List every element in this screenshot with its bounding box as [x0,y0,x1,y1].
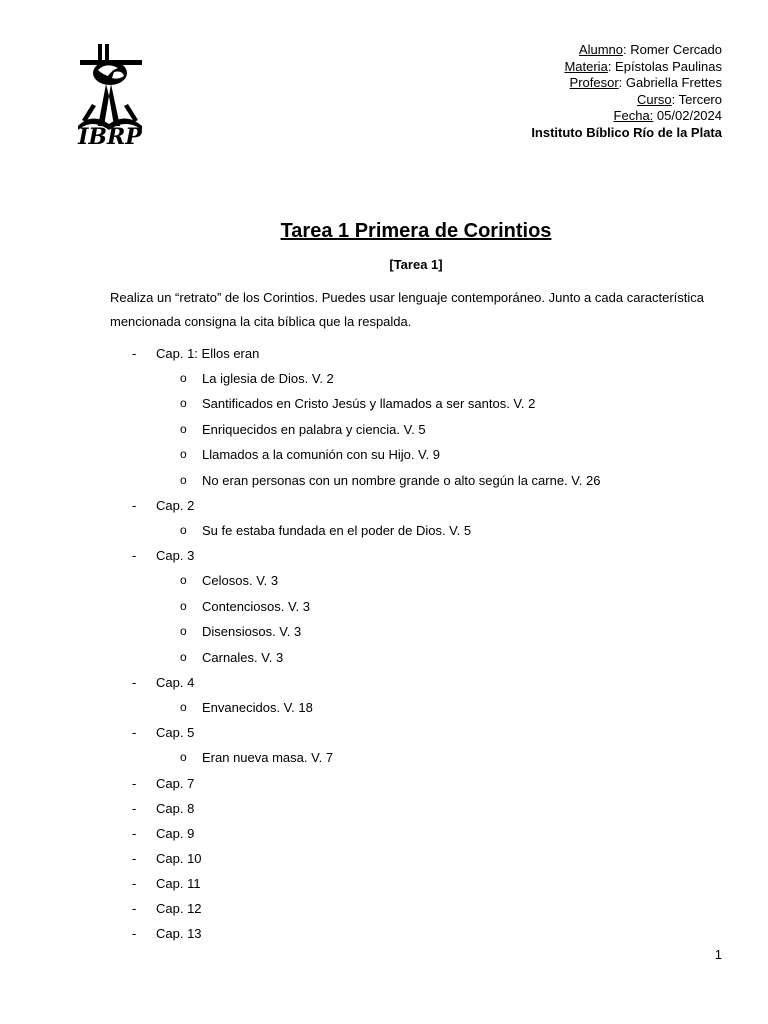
chapter-sub-item [0,468,768,493]
institute-name: Instituto Bíblico Río de la Plata [531,124,722,140]
profesor-label: Profesor [569,75,619,91]
chapter-item [0,796,768,821]
circle-bullet: o [180,699,187,714]
list-item-text: Enriquecidos en palabra y ciencia. V. 5 [202,421,426,437]
dash-bullet: - [132,548,137,564]
dash-bullet: - [132,800,137,816]
list-item-text: Cap. 2 [156,497,195,513]
chapter-item [0,771,768,796]
fecha-label: Fecha: [613,108,654,124]
curso-line: Curso: Tercero [636,91,722,107]
list-item-text: Cap. 9 [156,825,195,841]
fecha-line [531,108,722,125]
chapter-sub-item [0,366,768,391]
list-item-text: Cap. 10 [156,850,202,866]
circle-bullet: o [180,598,187,613]
list-item-text: No eran personas con un nombre grande o alto según la carne. V. 26 [202,472,601,488]
chapter-sub-item [0,695,768,720]
materia-value: Epístolas Paulinas [615,58,722,74]
list-item-text: Su fe estaba fundada en el poder de Dios. V. 5 [202,522,472,538]
chapter-list [0,341,768,946]
circle-bullet: o [180,750,187,765]
list-item-text: Celosos. V. 3 [202,573,279,589]
list-item-text: Carnales. V. 3 [202,649,284,665]
dash-bullet: - [132,725,137,741]
profesor-value: Gabriella Frettes [625,75,722,91]
dash-bullet: - [132,875,137,891]
chapter-sub-item [0,619,768,644]
ibrp-logo [68,40,154,146]
chapter-sub-item [0,518,768,543]
fecha-value: 05/02/2024 [656,108,722,124]
curso-value: Tercero [678,91,722,107]
dash-bullet: - [132,825,137,841]
list-item-text: Cap. 13 [156,925,202,941]
curso-label: Curso [636,91,672,107]
chapter-item [0,896,768,921]
list-item-text: Cap. 5 [156,725,195,741]
list-item-text: Cap. 7 [156,775,195,791]
list-item-text: Disensiosos. V. 3 [202,624,302,640]
document-subtitle: [Tarea 1] [389,257,443,272]
chapter-item [0,871,768,896]
chapter-sub-item [0,417,768,442]
chapter-item [0,543,768,568]
list-item-text: Contenciosos. V. 3 [202,598,310,614]
instructions-paragraph: Realiza un “retrato” de los Corintios. Puedes usar lenguaje contemporáneo. Junto a cada característica mencionada consigna la cita bíblica que la respalda. [110,290,704,329]
circle-bullet: o [180,447,187,462]
document-title: Tarea 1 Primera de Corintios [280,220,552,242]
chapter-sub-item [0,568,768,593]
chapter-sub-item [0,745,768,770]
circle-bullet: o [180,624,187,639]
alumno-value: Romer Cercado [630,42,722,57]
alumno-label: Alumno [578,42,623,57]
dash-bullet: - [132,900,137,916]
profesor-line: Profesor: Gabriella Frettes [569,75,722,91]
circle-bullet: o [180,522,187,537]
list-item-text: Eran nueva masa. V. 7 [202,750,334,766]
list-item-text: Cap. 11 [156,875,201,891]
list-item-text: Santificados en Cristo Jesús y llamados a ser santos. V. 2 [202,396,536,412]
dash-bullet: - [132,925,137,941]
logo-text: IBRP [78,124,142,146]
chapter-sub-item [0,594,768,619]
chapter-sub-item [0,391,768,416]
list-item-text: La iglesia de Dios. V. 2 [202,371,334,386]
student-info-block [531,42,722,142]
chapter-item [0,720,768,745]
chapter-item [0,921,768,946]
circle-bullet: o [180,421,187,436]
dash-bullet: - [132,346,137,361]
circle-bullet: o [180,396,187,411]
circle-bullet: o [180,371,187,385]
list-item-text: Cap. 1: Ellos eran [156,346,260,361]
dash-bullet: - [132,850,137,866]
chapter-sub-item [0,645,768,670]
dash-bullet: - [132,497,137,513]
chapter-item [0,670,768,695]
page-number: 1 [714,947,722,962]
dash-bullet: - [132,674,137,690]
list-item-text: Llamados a la comunión con su Hijo. V. 9 [202,447,440,463]
chapter-item [0,341,768,366]
list-item-text: Envanecidos. V. 18 [202,699,313,715]
chapter-item [0,493,768,518]
list-item-text: Cap. 8 [156,800,195,816]
list-item-text: Cap. 4 [156,674,195,690]
chapter-item [0,821,768,846]
circle-bullet: o [180,472,187,487]
dash-bullet: - [132,775,137,791]
chapter-item [0,846,768,871]
materia-line: Materia: Epístolas Paulinas [564,58,722,74]
circle-bullet: o [180,573,187,588]
list-item-text: Cap. 12 [156,900,202,916]
chapter-sub-item [0,442,768,467]
circle-bullet: o [180,649,187,664]
alumno-line: Alumno: Romer Cercado [578,42,722,57]
materia-label: Materia [564,58,608,74]
list-item-text: Cap. 3 [156,548,195,564]
